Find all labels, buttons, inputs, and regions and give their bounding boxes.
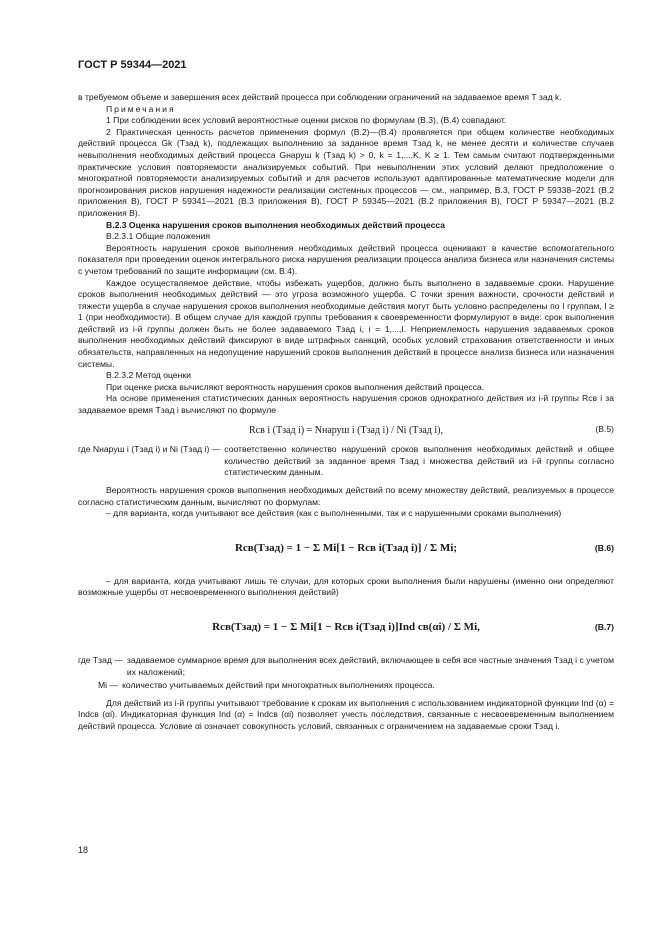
where-definition: соответственно количество нарушений сроков выполнения необходимых действий и общее количество действий за заданное время Tзад i множества действий из i-й группы согласно статистическим данным. bbox=[224, 444, 614, 478]
paragraph: Для действий из i-й группы учитывают требование к срокам их выполнения с использованием индикаторной функции Ind (α) = Indсв (αi). Индикаторная функция Ind (α) = Indсв (αi) позволяет учесть последствия, связанные с несвоевременным выполнением действий процесса. Условие αi означает совокупность условий, связанных с ограничением на задаваемые сроки Tзад i. bbox=[78, 697, 614, 731]
where-clause bbox=[78, 680, 614, 692]
notes-title: Примечания bbox=[106, 103, 176, 114]
paragraph: – для варианта, когда учитывают лишь те случаи, для которых сроки выполнения были нарушены (именно они определяют возможные ущербы от несвоевременного выполнения действий) bbox=[78, 575, 614, 598]
formula-text: Rсв i (Tзад i) = Nнаруш i (Tзад i) / Ni (Tзад i), bbox=[249, 424, 443, 436]
note-2: 2 Практическая ценность расчетов применения формул (В.2)—(В.4) проявляется при общем количестве необходимых действий процесса Gk (Tзад k), подлежащих выполнению за заданное время Tзад k, не менее десяти и количестве случаев невыполнения необходимых действий процесса Gнаруш k (Tзад k) > 0, k = 1,...,K, K ≥ 1. Тем самым считают подтвержденными практические условия повторяемости анализируемых событий. При невыполнении этих условий делают предположение о многократной повторяемости анализируемых событий и для расчетов используют адаптированные математические модели для прогнозирования рисков нарушения надежности реализации системных процессов — см., например, В.3, ГОСТ Р 59338–2021 (В.2 приложения В), ГОСТ Р 59341—2021 (В.3 приложения В), ГОСТ Р 59345—2021 (В.2 приложения В), ГОСТ Р 59347—2021 (В.2 приложения В). bbox=[78, 126, 614, 218]
formula-b5 bbox=[78, 425, 614, 437]
paragraph: в требуемом объеме и завершения всех действий процесса при соблюдении ограничений на задаваемое время T зад k. bbox=[78, 92, 562, 102]
paragraph: На основе применения статистических данных вероятность нарушения сроков однократного действия из i-й группы Rсв i за задаваемое время Tзад i вычисляют по формуле bbox=[78, 393, 614, 416]
where-definition: количество учитываемых действий при многократных выполнениях процесса. bbox=[122, 680, 435, 691]
subsection-title: В.2.3.2 Метод оценки bbox=[106, 370, 191, 381]
where-term: где Nнаруш i (Tзад i) и Ni (Tзад i) — bbox=[78, 444, 221, 455]
formula-b6 bbox=[78, 528, 614, 568]
paragraph: Каждое осуществляемое действие, чтобы избежать ущербов, должно быть выполнено в задаваемые сроки. Нарушение сроков выполнения необходимых действий — это угроза возможного ущерба. С точки зрения важности, срочности действий и тяжести ущерба в случае нарушения сроков выполнения необходимые действия могут быть условно распределены по I группам, I ≥ 1 (при необходимости). В общем случае для каждой группы требования к своевременности формулируют в виде: срок выполнения действий из i-й группы должен быть не более задаваемого Tзад i, i = 1,...,I. Неприемлемость нарушения задаваемых сроков выполнения необходимых действий фиксируют в виде штрафных санкций, особых условий страхования ответственности и иных обязательств, направленных на недопущение нарушений сроков выполнения действий в процессе анализа бизнеса или назначения системы. bbox=[78, 277, 614, 369]
formula-label: (В.5) bbox=[595, 424, 614, 435]
where-definition: задаваемое суммарное время для выполнения всех действий, включающее в себя все частные значения Tзад i с учетом их наложений; bbox=[126, 654, 614, 677]
formula-label: (В.6) bbox=[594, 542, 614, 553]
note-1: 1 При соблюдении всех условий вероятностные оценки рисков по формулам (В.3), (В.4) совпадают. bbox=[106, 115, 507, 126]
paragraph: Вероятность нарушения сроков выполнения необходимых действий процесса оценивают в качестве вспомогательного показателя при проведении оценок интегрального риска нарушения реализации процесса анализа бизнеса или назначения системы с учетом требований по защите информации (см. В.4). bbox=[78, 242, 614, 276]
formula-label: (В.7) bbox=[594, 621, 614, 632]
section-title: В.2.3 Оценка нарушения сроков выполнения необходимых действий процесса bbox=[106, 219, 446, 230]
where-term: где Tзад — bbox=[78, 654, 123, 665]
subsection-title: В.2.3.1 Общие положения bbox=[106, 231, 211, 242]
document-header: ГОСТ Р 59344—2021 bbox=[78, 59, 187, 71]
where-term: Mi — bbox=[98, 680, 119, 691]
paragraph: При оценке риска вычисляют вероятность нарушения сроков выполнения действий процесса. bbox=[106, 381, 485, 392]
where-clause bbox=[78, 444, 614, 479]
document-body bbox=[78, 92, 614, 733]
formula-text: Rсв(Tзад) = 1 − Σ Mi[1 − Rсв i(Tзад i)] / Σ Mi; bbox=[234, 541, 458, 554]
where-clause bbox=[78, 655, 614, 678]
page-number: 18 bbox=[78, 845, 89, 855]
paragraph: – для варианта, когда учитывают все действия (как с выполненными, так и с нарушенными сроками выполнения) bbox=[106, 508, 562, 519]
formula-b7 bbox=[78, 607, 614, 647]
formula-text: Rсв(Tзад) = 1 − Σ Mi[1 − Rсв i(Tзад i)]Ind св(αi) / Σ Mi, bbox=[212, 620, 480, 633]
paragraph: Вероятность нарушения сроков выполнения необходимых действий по всему множеству действий, реализуемых в процессе согласно статистическим данным, вычисляют по формулам: bbox=[78, 485, 614, 507]
